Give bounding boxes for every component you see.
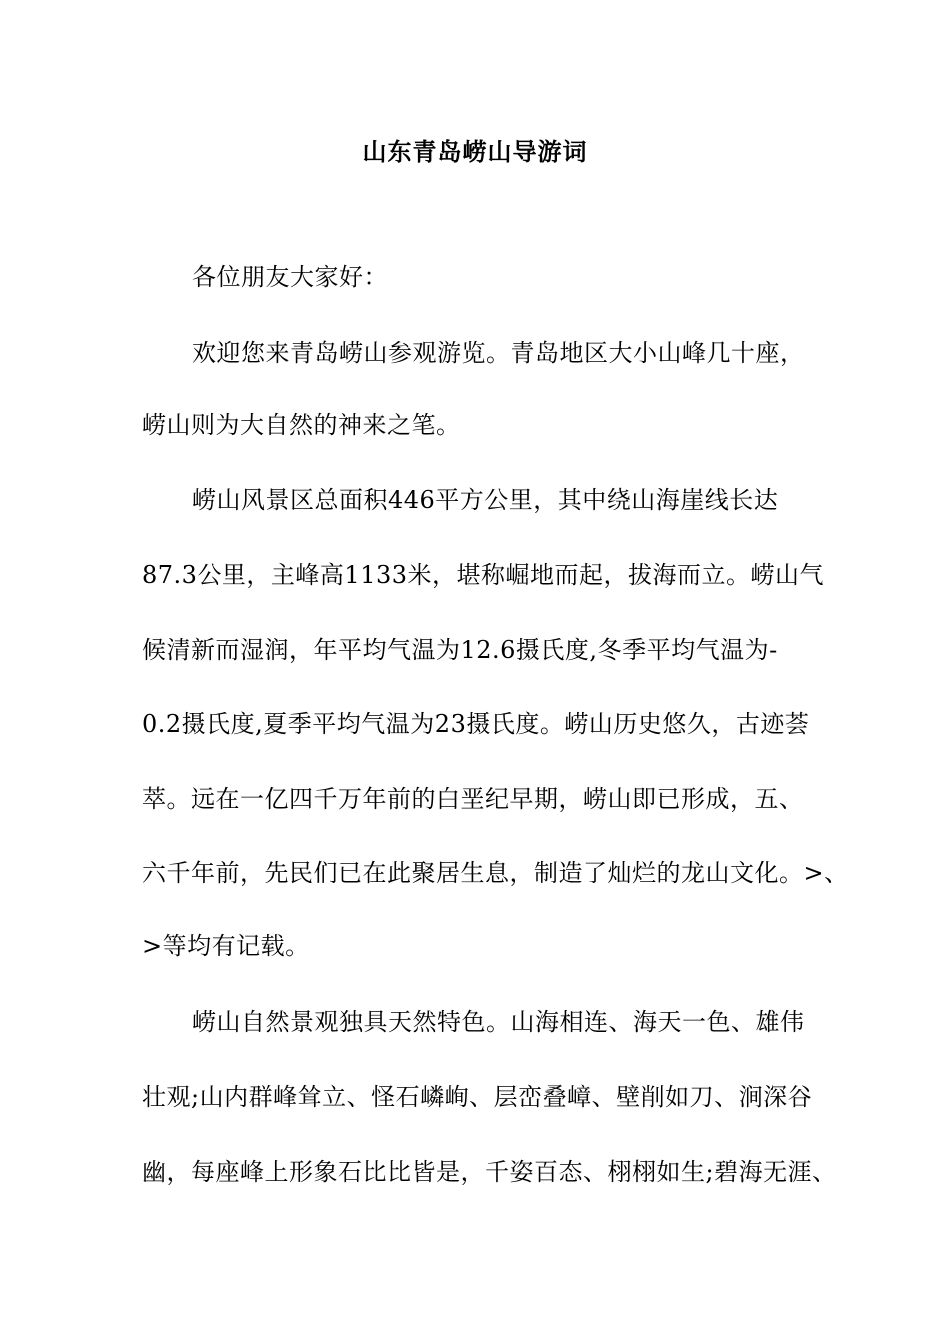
paragraph-line: 六千年前，先民们已在此聚居生息，制造了灿烂的龙山文化。>、 [142, 859, 849, 887]
paragraph-line: 崂山风景区总面积446平方公里，其中绕山海崖线长达 [192, 486, 779, 514]
paragraph-line: 壮观;山内群峰耸立、怪石嶙峋、层峦叠嶂、壁削如刀、涧深谷 [142, 1083, 813, 1111]
paragraph-line: >等均有记载。 [142, 932, 310, 960]
paragraph-line: 候清新而湿润，年平均气温为12.6摄氏度,冬季平均气温为- [142, 636, 778, 664]
paragraph-line: 欢迎您来青岛崂山参观游览。青岛地区大小山峰几十座， [192, 339, 805, 367]
paragraph-line: 崂山自然景观独具天然特色。山海相连、海天一色、雄伟 [192, 1008, 805, 1036]
paragraph-line: 萃。远在一亿四千万年前的白垩纪早期，崂山即已形成，五、 [142, 785, 804, 813]
paragraph-line: 各位朋友大家好： [192, 263, 388, 291]
paragraph-line: 0.2摄氏度,夏季平均气温为23摄氏度。崂山历史悠久，古迹荟 [142, 710, 810, 738]
paragraph-line: 幽，每座峰上形象石比比皆是，千姿百态、栩栩如生;碧海无涯、 [142, 1158, 837, 1186]
document-title: 山东青岛崂山导游词 [362, 137, 588, 166]
paragraph-line: 崂山则为大自然的神来之笔。 [142, 411, 461, 439]
paragraph-line: 87.3公里，主峰高1133米，堪称崛地而起，拔海而立。崂山气 [142, 561, 825, 589]
